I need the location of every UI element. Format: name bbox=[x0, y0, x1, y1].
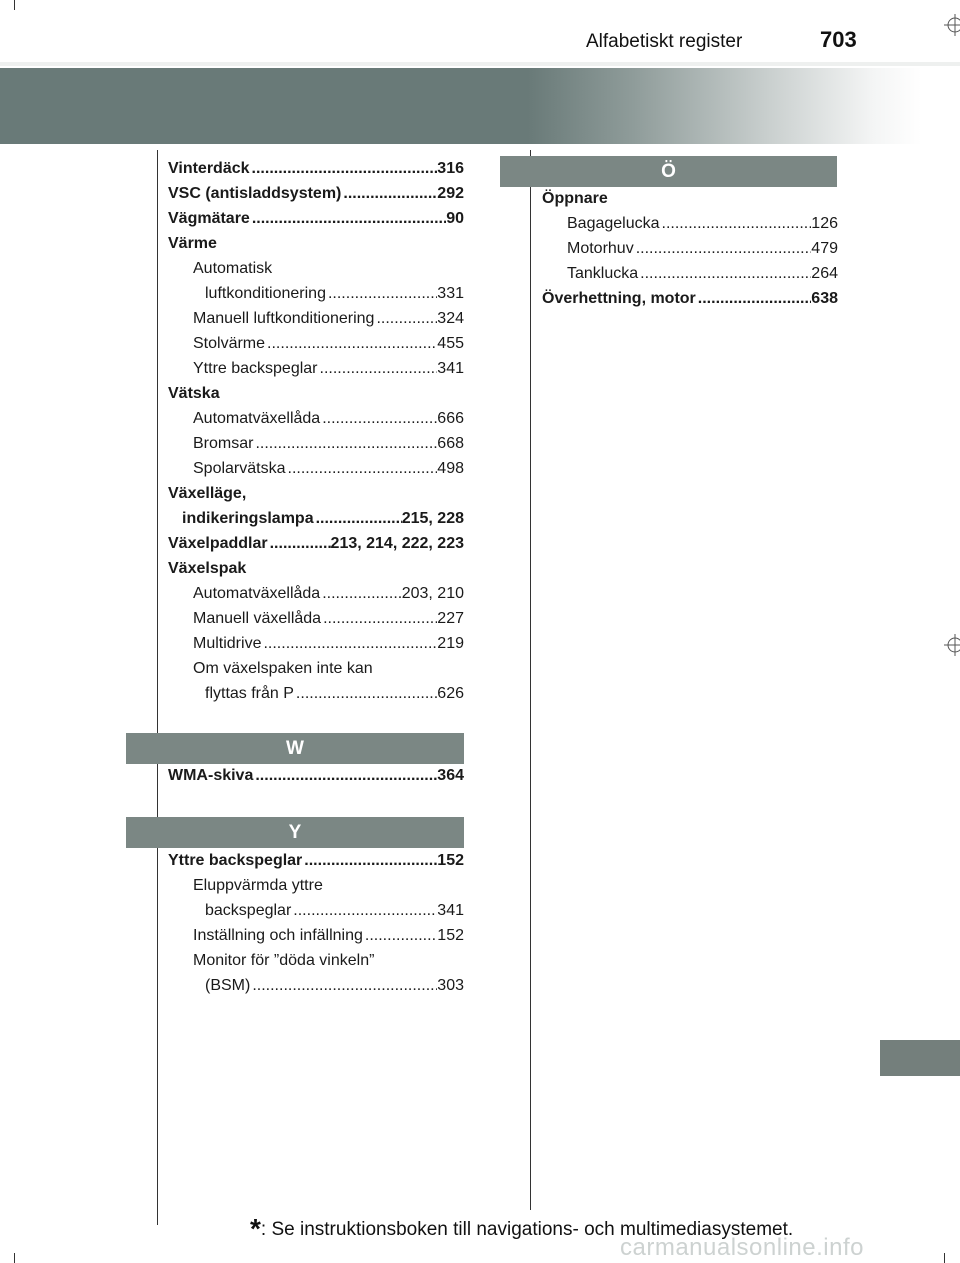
index-entry bbox=[168, 635, 464, 660]
index-entry-label: Växelspak bbox=[168, 560, 247, 577]
dot-leader bbox=[320, 585, 402, 603]
dot-leader bbox=[341, 185, 437, 203]
index-entry-label: Spolarvätska bbox=[193, 460, 286, 477]
index-entry-label: Stolvärme bbox=[193, 335, 266, 352]
index-entry-label: Bromsar bbox=[193, 435, 254, 452]
index-entry-page: 152 bbox=[437, 927, 464, 944]
dot-leader bbox=[268, 535, 331, 553]
index-entry-page: 316 bbox=[437, 160, 464, 177]
index-entry-label: luftkonditionering bbox=[205, 285, 326, 302]
index-entry-page: 479 bbox=[811, 240, 838, 257]
dot-leader bbox=[302, 852, 437, 870]
index-entry-label: Yttre backspeglar bbox=[168, 852, 303, 869]
dot-leader bbox=[660, 215, 812, 233]
footnote-text: : Se instruktionsboken till navigations- och multimediasystemet. bbox=[260, 1219, 794, 1240]
index-entry-label: backspeglar bbox=[205, 902, 292, 919]
index-entry bbox=[168, 660, 464, 685]
index-entry-label: Monitor för ”döda vinkeln” bbox=[193, 952, 375, 969]
dot-leader bbox=[374, 310, 437, 328]
index-entry bbox=[168, 852, 464, 877]
index-entry-page: 364 bbox=[437, 767, 464, 784]
footnote-star: * bbox=[250, 1213, 261, 1244]
dot-leader bbox=[253, 435, 437, 453]
dot-leader bbox=[634, 240, 812, 258]
index-entry bbox=[168, 927, 464, 952]
index-entry bbox=[168, 285, 464, 310]
index-entry bbox=[168, 977, 464, 1002]
crop-mark bbox=[14, 1253, 15, 1263]
index-entry-page: 455 bbox=[437, 335, 464, 352]
index-entry bbox=[542, 240, 838, 265]
index-entry-label: Växelpaddlar bbox=[168, 535, 268, 552]
index-entry-label: Öppnare bbox=[542, 190, 608, 207]
index-entry-page: 292 bbox=[437, 185, 464, 202]
index-entry-label: Manuell luftkonditionering bbox=[193, 310, 375, 327]
index-entry-page: 668 bbox=[437, 435, 464, 452]
dot-leader bbox=[286, 460, 438, 478]
index-entry bbox=[168, 460, 464, 485]
index-entry bbox=[168, 260, 464, 285]
index-entry-label: Om växelspaken inte kan bbox=[193, 660, 373, 677]
index-entry-page: 264 bbox=[811, 265, 838, 282]
index-entry bbox=[168, 485, 464, 510]
left-margin-rule bbox=[157, 150, 158, 1225]
dot-leader bbox=[294, 685, 437, 703]
dot-leader bbox=[320, 410, 437, 428]
index-entry-label: Manuell växellåda bbox=[193, 610, 322, 627]
section-header-w: W bbox=[126, 733, 464, 764]
index-entry-label: Motorhuv bbox=[567, 240, 634, 257]
index-entry bbox=[168, 535, 464, 560]
index-entry-page: 331 bbox=[437, 285, 464, 302]
section-header-y: Y bbox=[126, 817, 464, 848]
dot-leader bbox=[638, 265, 811, 283]
index-entry bbox=[168, 385, 464, 410]
index-entry-label: Vinterdäck bbox=[168, 160, 250, 177]
dot-leader bbox=[321, 610, 437, 628]
index-entry bbox=[168, 767, 464, 792]
index-entry bbox=[168, 560, 464, 585]
column-divider bbox=[530, 150, 531, 1210]
index-section-o bbox=[542, 190, 838, 315]
index-entry-label: Växelläge, bbox=[168, 485, 247, 502]
page-number: 703 bbox=[820, 27, 857, 52]
running-header-title: Alfabetiskt register bbox=[586, 31, 743, 52]
index-entry-label: Bagagelucka bbox=[567, 215, 660, 232]
index-entry-label: Överhettning, motor bbox=[542, 290, 696, 307]
index-entry bbox=[542, 265, 838, 290]
index-entry-page: 341 bbox=[437, 360, 464, 377]
crop-mark bbox=[14, 0, 15, 10]
registration-mark-icon bbox=[944, 634, 960, 656]
index-section-y bbox=[168, 852, 464, 1002]
index-section-w bbox=[168, 767, 464, 792]
index-entry-label: (BSM) bbox=[205, 977, 251, 994]
index-entry bbox=[168, 435, 464, 460]
index-entry bbox=[168, 185, 464, 210]
index-entry bbox=[542, 190, 838, 215]
dot-leader bbox=[291, 902, 437, 920]
index-entry bbox=[168, 335, 464, 360]
index-entry-page: 215, 228 bbox=[401, 510, 464, 527]
index-entry-label: Yttre backspeglar bbox=[193, 360, 318, 377]
section-header-o: Ö bbox=[500, 156, 837, 187]
index-entry bbox=[168, 210, 464, 235]
index-entry-page: 213, 214, 222, 223 bbox=[330, 535, 464, 552]
header-rule bbox=[0, 62, 960, 66]
index-column-left bbox=[168, 160, 464, 710]
dot-leader bbox=[250, 210, 446, 228]
index-entry-page: 324 bbox=[437, 310, 464, 327]
index-entry-label: VSC (antisladdsystem) bbox=[168, 185, 342, 202]
index-entry-page: 498 bbox=[437, 460, 464, 477]
index-entry bbox=[168, 610, 464, 635]
crop-mark bbox=[944, 1253, 945, 1263]
index-entry-label: Eluppvärmda yttre bbox=[193, 877, 323, 894]
index-entry bbox=[168, 877, 464, 902]
index-entry bbox=[168, 585, 464, 610]
index-entry-page: 626 bbox=[437, 685, 464, 702]
index-entry bbox=[168, 310, 464, 335]
index-entry bbox=[168, 410, 464, 435]
index-entry-page: 152 bbox=[437, 852, 464, 869]
index-entry-page: 666 bbox=[437, 410, 464, 427]
decorative-gradient-band bbox=[0, 68, 960, 144]
dot-leader bbox=[318, 360, 438, 378]
index-entry-label: Inställning och infällning bbox=[193, 927, 363, 944]
index-entry-label: Multidrive bbox=[193, 635, 262, 652]
index-entry-page: 219 bbox=[437, 635, 464, 652]
dot-leader bbox=[265, 335, 437, 353]
dot-leader bbox=[696, 290, 812, 308]
index-entry-page: 303 bbox=[437, 977, 464, 994]
dot-leader bbox=[253, 767, 437, 785]
index-entry bbox=[168, 160, 464, 185]
index-entry-page: 203, 210 bbox=[401, 585, 464, 602]
dot-leader bbox=[363, 927, 437, 945]
index-entry bbox=[168, 952, 464, 977]
dot-leader bbox=[261, 635, 437, 653]
index-entry-label: WMA-skiva bbox=[168, 767, 254, 784]
index-entry-label: Automatväxellåda bbox=[193, 585, 321, 602]
dot-leader bbox=[250, 160, 438, 178]
dot-leader bbox=[326, 285, 437, 303]
index-entry-label: Tanklucka bbox=[567, 265, 639, 282]
index-entry-page: 126 bbox=[811, 215, 838, 232]
index-entry-label: Värme bbox=[168, 235, 217, 252]
index-entry bbox=[168, 360, 464, 385]
index-entry bbox=[542, 215, 838, 240]
index-entry-page: 341 bbox=[437, 902, 464, 919]
header-band bbox=[0, 0, 960, 62]
index-entry bbox=[168, 902, 464, 927]
index-entry-label: Automatisk bbox=[193, 260, 273, 277]
index-entry-page: 90 bbox=[446, 210, 464, 227]
index-entry-label: Automatväxellåda bbox=[193, 410, 321, 427]
index-entry-label: indikeringslampa bbox=[182, 510, 314, 527]
index-entry bbox=[168, 510, 464, 535]
dot-leader bbox=[250, 977, 437, 995]
index-entry-label: flyttas från P bbox=[205, 685, 294, 702]
registration-mark-icon bbox=[944, 14, 960, 36]
index-entry-page: 638 bbox=[811, 290, 838, 307]
index-entry-label: Vägmätare bbox=[168, 210, 250, 227]
watermark: carmanualsonline.info bbox=[620, 1234, 864, 1261]
index-entry bbox=[168, 685, 464, 710]
index-entry bbox=[168, 235, 464, 260]
index-entry-label: Vätska bbox=[168, 385, 220, 402]
index-entry-page: 227 bbox=[437, 610, 464, 627]
chapter-thumb-tab bbox=[880, 1040, 960, 1076]
dot-leader bbox=[314, 510, 402, 528]
index-entry bbox=[542, 290, 838, 315]
